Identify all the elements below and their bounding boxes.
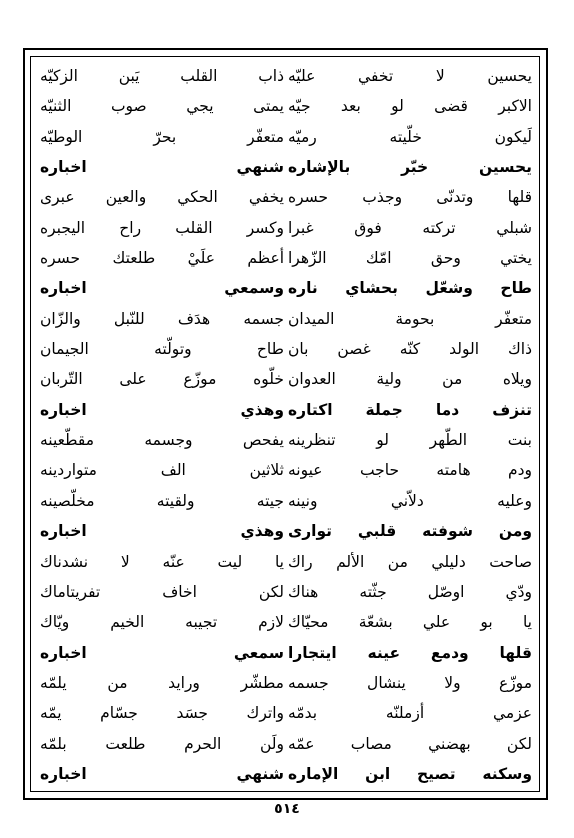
first-hemistich: ويلاه من ولية العدوان [288, 370, 532, 389]
second-hemistich: ذاب القلب يَبن الزكيّه [40, 67, 284, 85]
first-hemistich: يحسين خبّر بالإشاره [288, 158, 532, 177]
verse-line [40, 306, 532, 332]
verse-line [40, 124, 532, 150]
verse-line [40, 609, 532, 635]
verse-line [40, 184, 532, 210]
refrain-verse [40, 397, 532, 423]
second-hemistich: سمعي اخباره [40, 643, 284, 662]
verse-line [40, 366, 532, 392]
first-hemistich: ودّي اوصّل جثّته هناك [288, 582, 532, 601]
second-hemistich: متعفّر بحرّ الوطيّه [40, 127, 284, 146]
second-hemistich: لازم تجيبه الخيم ويّاك [40, 613, 284, 632]
second-hemistich: ثلاثين الف متواردينه [40, 461, 284, 480]
verse-line [40, 700, 532, 726]
first-hemistich: موزّع ولا ينشال جسمه [288, 673, 532, 692]
verse-line [40, 215, 532, 241]
verse-line [40, 549, 532, 575]
first-hemistich: يختي وحق امّك الزّهرا [288, 249, 532, 268]
page-number: ٥١٤ [274, 801, 300, 817]
second-hemistich: مطشّر ورايد من يلمّه [40, 673, 284, 692]
second-hemistich: وهذي اخباره [40, 400, 284, 419]
refrain-verse [40, 640, 532, 666]
verse-line [40, 336, 532, 362]
first-hemistich: وعليه دلاّني ونينه [288, 491, 532, 510]
first-hemistich: ذاك الولد كنّه غصن بان [288, 340, 532, 359]
second-hemistich: ولَن الحرم طلعت بلمّه [40, 734, 284, 753]
verse-line [40, 245, 532, 271]
second-hemistich: لكن اخاف تفريتاماك [40, 582, 284, 601]
first-hemistich: عزمي أزملنّه بدمّه [288, 704, 532, 723]
verse-line [40, 488, 532, 514]
first-hemistich: متعفّر بحومة الميدان [288, 309, 532, 328]
second-hemistich: يفحص وجسمه مقطّعينه [40, 431, 284, 450]
first-hemistich: ومن شوفته قلبي توارى [288, 522, 532, 541]
second-hemistich: واترك جسَد جسّام يمّه [40, 704, 284, 723]
verse-line [40, 427, 532, 453]
second-hemistich: أعظم علَيْ طلعتك حسره [40, 249, 284, 268]
first-hemistich: لَيكون خلّيته رميّه [288, 127, 532, 146]
second-hemistich: شنهي اخباره [40, 764, 284, 783]
refrain-verse [40, 275, 532, 301]
refrain-verse [40, 518, 532, 544]
first-hemistich: لكن بهضني مصاب عمّه [288, 734, 532, 753]
verse-line [40, 63, 532, 89]
verse-line [40, 579, 532, 605]
refrain-verse [40, 761, 532, 787]
first-hemistich: الاكبر قضى لو بعد جيّه [288, 97, 532, 116]
second-hemistich: يخفي الحكي والعين عبرى [40, 188, 284, 207]
first-hemistich: وسكنه تصيح ابن الإماره [288, 764, 532, 783]
second-hemistich: خلّوه موزّع على التّربان [40, 370, 284, 389]
second-hemistich: جيته ولقيته مخلّصينه [40, 491, 284, 510]
first-hemistich: قلها وتدنّى وجذب حسره [288, 188, 532, 207]
second-hemistich: جسمه هدَف للنّبل والزّان [40, 309, 284, 328]
first-hemistich: يا بو علي بشعّة محيّاك [288, 613, 532, 632]
first-hemistich: ودم هامته حاجب عيونه [288, 461, 532, 480]
first-hemistich: صاحت دليلي من الألم راك [288, 552, 532, 571]
second-hemistich: يمتى يجي صوب الثنيّه [40, 97, 284, 116]
second-hemistich: يا ليت عنّه لا نشدناك [40, 552, 284, 571]
second-hemistich: وسمعي اخباره [40, 279, 284, 298]
second-hemistich: وكسر القلب راح اليجبره [40, 218, 284, 237]
verse-line [40, 731, 532, 757]
verse-line [40, 670, 532, 696]
second-hemistich: طاح وتولّته الجيمان [40, 340, 284, 359]
second-hemistich: شنهي اخباره [40, 158, 284, 177]
refrain-verse [40, 154, 532, 180]
second-hemistich: وهذي اخباره [40, 522, 284, 541]
verse-line [40, 93, 532, 119]
first-hemistich: بنت الطّهر لو تنظرينه [288, 431, 532, 450]
first-hemistich: شبلي تركته فوق غبرا [288, 218, 532, 237]
first-hemistich: طاح وشعّل بحشاي ناره [288, 279, 532, 298]
poem-body [40, 63, 532, 787]
first-hemistich: يحسين لا تخفي عليّه [288, 67, 532, 85]
first-hemistich: تنزف دما جملة اكتاره [288, 400, 532, 419]
verse-line [40, 457, 532, 483]
first-hemistich: قلها ودمع عينه ايتجارا [288, 643, 532, 662]
